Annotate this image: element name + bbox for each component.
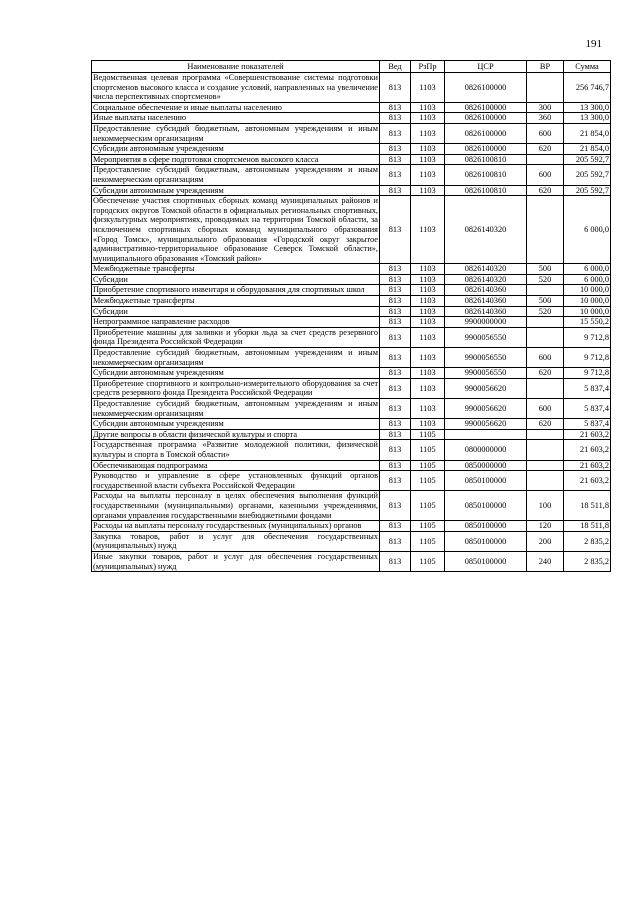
table-row xyxy=(92,285,611,296)
cell-csr: 9900056620 xyxy=(445,399,527,419)
table-row xyxy=(92,196,611,264)
cell-name: Другие вопросы в области физической культуры и спорта xyxy=(92,429,380,440)
cell-csr: 9900056550 xyxy=(445,327,527,347)
cell-vr xyxy=(527,317,564,328)
cell-csr: 0826100000 xyxy=(445,113,527,124)
cell-name: Обеспечение участия спортивных сборных команд муниципальных районов и городских округов Томской области в официальных региональных спортивных, физкультурных мероприятиях, проводимых на территории Томской области, за исключением спортивных сборных команд муниципального образования «Город Томск», муниципального образования «Городской округ закрытое административно-территориальное образование Северск Томской области», муниципального образования «Томский район» xyxy=(93,196,378,263)
cell-ved: 813 xyxy=(380,378,411,398)
cell-ved: 813 xyxy=(380,348,411,368)
cell-csr: 0826140360 xyxy=(445,306,527,317)
cell-rzpr: 1103 xyxy=(411,154,445,165)
cell-amount: 6 000,0 xyxy=(564,274,611,285)
cell-rzpr: 1105 xyxy=(411,551,445,571)
cell-ved: 813 xyxy=(380,113,411,124)
cell-rzpr: 1103 xyxy=(411,378,445,398)
table-row xyxy=(92,429,611,440)
cell-rzpr: 1105 xyxy=(411,471,445,491)
cell-amount: 10 000,0 xyxy=(564,296,611,307)
cell-name: Руководство и управление в сфере установленных функций органов государственной власти субъекта Российской Федерации xyxy=(93,471,378,490)
cell-csr: 9900056620 xyxy=(445,378,527,398)
cell-amount: 205 592,7 xyxy=(564,185,611,196)
cell-ved: 813 xyxy=(380,460,411,471)
page-number: 191 xyxy=(585,38,602,50)
cell-csr: 9900056550 xyxy=(445,368,527,379)
cell-rzpr: 1103 xyxy=(411,399,445,419)
table-row xyxy=(92,274,611,285)
cell-ved: 813 xyxy=(380,73,411,103)
cell-csr: 0850100000 xyxy=(445,531,527,551)
cell-name: Субсидии xyxy=(92,274,380,285)
table-row xyxy=(92,399,611,419)
table-row xyxy=(92,264,611,275)
cell-rzpr: 1103 xyxy=(411,306,445,317)
cell-csr xyxy=(445,429,527,440)
cell-vr xyxy=(527,440,564,460)
cell-name: Субсидии автономным учреждениям xyxy=(92,419,380,430)
cell-vr: 500 xyxy=(527,264,564,275)
table-row xyxy=(92,144,611,155)
table-row xyxy=(92,296,611,307)
header-ved: Вед xyxy=(380,61,411,73)
cell-ved: 813 xyxy=(380,471,411,491)
cell-csr: 0850000000 xyxy=(445,460,527,471)
cell-amount: 205 592,7 xyxy=(564,154,611,165)
cell-vr: 520 xyxy=(527,306,564,317)
cell-csr: 0850100000 xyxy=(445,471,527,491)
cell-vr xyxy=(527,327,564,347)
header-rzpr: РзПр xyxy=(411,61,445,73)
cell-ved: 813 xyxy=(380,196,411,264)
cell-vr xyxy=(527,285,564,296)
cell-csr: 0850100000 xyxy=(445,551,527,571)
cell-csr: 9900000000 xyxy=(445,317,527,328)
cell-amount: 21 603,2 xyxy=(564,440,611,460)
cell-csr: 0826140360 xyxy=(445,296,527,307)
table-row xyxy=(92,491,611,521)
cell-csr: 9900056620 xyxy=(445,419,527,430)
cell-name: Обеспечивающая подпрограмма xyxy=(92,460,380,471)
cell-name: Предоставление субсидий бюджетным, автономным учреждениям и иным некоммерческим организациям xyxy=(93,348,378,367)
cell-amount: 21 603,2 xyxy=(564,471,611,491)
cell-rzpr: 1103 xyxy=(411,196,445,264)
header-name: Наименование показателей xyxy=(92,61,380,73)
cell-amount: 205 592,7 xyxy=(564,165,611,185)
cell-amount: 9 712,8 xyxy=(564,368,611,379)
cell-amount: 13 300,0 xyxy=(564,102,611,113)
cell-csr: 0826100810 xyxy=(445,185,527,196)
cell-ved: 813 xyxy=(380,521,411,532)
cell-rzpr: 1103 xyxy=(411,185,445,196)
cell-name: Приобретение спортивного инвентаря и оборудования для спортивных школ xyxy=(92,285,380,296)
cell-rzpr: 1103 xyxy=(411,419,445,430)
table-row xyxy=(92,368,611,379)
cell-ved: 813 xyxy=(380,144,411,155)
table-row xyxy=(92,102,611,113)
cell-vr xyxy=(527,460,564,471)
cell-rzpr: 1103 xyxy=(411,102,445,113)
table-body xyxy=(92,73,611,572)
cell-name: Приобретение машины для заливки и уборки льда за счет средств резервного фонда Президента Российской Федерации xyxy=(93,327,378,347)
cell-vr: 620 xyxy=(527,368,564,379)
table-row xyxy=(92,551,611,571)
cell-ved: 813 xyxy=(380,185,411,196)
cell-ved: 813 xyxy=(380,399,411,419)
cell-rzpr: 1103 xyxy=(411,327,445,347)
cell-vr: 600 xyxy=(527,165,564,185)
cell-amount: 13 300,0 xyxy=(564,113,611,124)
cell-rzpr: 1105 xyxy=(411,460,445,471)
table-row xyxy=(92,154,611,165)
table-row xyxy=(92,348,611,368)
cell-name: Ведомственная целевая программа «Совершенствование системы подготовки спортсменов высокого класса и создание условий, направленных на увеличение числа перспективных спортсменов» xyxy=(93,73,378,102)
cell-rzpr: 1103 xyxy=(411,317,445,328)
cell-name: Межбюджетные трансферты xyxy=(92,296,380,307)
cell-csr: 0826100000 xyxy=(445,123,527,143)
cell-vr: 620 xyxy=(527,419,564,430)
cell-rzpr: 1105 xyxy=(411,491,445,521)
cell-vr: 100 xyxy=(527,491,564,521)
cell-csr: 0826140320 xyxy=(445,264,527,275)
cell-ved: 813 xyxy=(380,274,411,285)
budget-table xyxy=(91,60,611,572)
cell-name: Субсидии автономным учреждениям xyxy=(92,185,380,196)
cell-amount: 5 837,4 xyxy=(564,419,611,430)
cell-amount: 6 000,0 xyxy=(564,196,611,264)
cell-rzpr: 1103 xyxy=(411,113,445,124)
cell-amount: 10 000,0 xyxy=(564,285,611,296)
cell-amount: 9 712,8 xyxy=(564,327,611,347)
cell-csr: 9900056550 xyxy=(445,348,527,368)
cell-ved: 813 xyxy=(380,551,411,571)
cell-rzpr: 1103 xyxy=(411,123,445,143)
cell-name: Субсидии автономным учреждениям xyxy=(92,368,380,379)
cell-csr: 0826140320 xyxy=(445,196,527,264)
cell-rzpr: 1103 xyxy=(411,264,445,275)
table-row xyxy=(92,419,611,430)
cell-name: Субсидии автономным учреждениям xyxy=(92,144,380,155)
cell-amount: 10 000,0 xyxy=(564,306,611,317)
table-row xyxy=(92,185,611,196)
cell-vr: 200 xyxy=(527,531,564,551)
cell-ved: 813 xyxy=(380,306,411,317)
cell-csr: 0826100000 xyxy=(445,102,527,113)
cell-amount: 21 854,0 xyxy=(564,123,611,143)
cell-vr: 500 xyxy=(527,296,564,307)
cell-name: Предоставление субсидий бюджетным, автономным учреждениям и иным некоммерческим организациям xyxy=(93,165,378,184)
cell-ved: 813 xyxy=(380,317,411,328)
cell-name: Субсидии xyxy=(92,306,380,317)
cell-name: Иные выплаты населению xyxy=(92,113,380,124)
table-row xyxy=(92,521,611,532)
cell-csr: 0826140320 xyxy=(445,274,527,285)
cell-rzpr: 1103 xyxy=(411,348,445,368)
cell-ved: 813 xyxy=(380,419,411,430)
table-row xyxy=(92,531,611,551)
cell-vr: 300 xyxy=(527,102,564,113)
cell-csr: 0826140360 xyxy=(445,285,527,296)
cell-name: Предоставление субсидий бюджетным, автономным учреждениям и иным некоммерческим организациям xyxy=(93,399,378,418)
cell-vr xyxy=(527,73,564,103)
cell-vr: 360 xyxy=(527,113,564,124)
cell-csr: 0850100000 xyxy=(445,491,527,521)
cell-amount: 5 837,4 xyxy=(564,399,611,419)
cell-amount: 21 603,2 xyxy=(564,460,611,471)
cell-name: Мероприятия в сфере подготовки спортсменов высокого класса xyxy=(92,154,380,165)
cell-vr: 620 xyxy=(527,144,564,155)
cell-csr: 0826100000 xyxy=(445,144,527,155)
cell-amount: 9 712,8 xyxy=(564,348,611,368)
cell-ved: 813 xyxy=(380,296,411,307)
cell-rzpr: 1103 xyxy=(411,73,445,103)
cell-name: Государственная программа «Развитие молодежной политики, физической культуры и спорта в Томской области» xyxy=(93,440,378,459)
cell-rzpr: 1103 xyxy=(411,296,445,307)
table-row xyxy=(92,113,611,124)
table-row xyxy=(92,306,611,317)
cell-vr xyxy=(527,196,564,264)
cell-csr: 0800000000 xyxy=(445,440,527,460)
cell-vr: 600 xyxy=(527,348,564,368)
cell-name: Закупка товаров, работ и услуг для обеспечения государственных (муниципальных) нужд xyxy=(93,531,378,551)
cell-amount: 21 603,2 xyxy=(564,429,611,440)
cell-ved: 813 xyxy=(380,264,411,275)
cell-amount: 2 835,2 xyxy=(564,551,611,571)
cell-amount: 256 746,7 xyxy=(564,73,611,103)
cell-name: Расходы на выплаты персоналу в целях обеспечения выполнения функций государственными (муниципальными) органами, казенными учреждениями, органами управления государственными внебюджетными фондами xyxy=(93,491,378,520)
cell-ved: 813 xyxy=(380,123,411,143)
header-vr: ВР xyxy=(527,61,564,73)
cell-ved: 813 xyxy=(380,285,411,296)
cell-vr: 620 xyxy=(527,185,564,196)
cell-csr: 0826100810 xyxy=(445,154,527,165)
cell-name: Социальное обеспечение и иные выплаты населению xyxy=(92,102,380,113)
cell-name: Непрограммное направление расходов xyxy=(92,317,380,328)
cell-rzpr: 1103 xyxy=(411,274,445,285)
cell-name: Межбюджетные трансферты xyxy=(92,264,380,275)
table-row xyxy=(92,165,611,185)
table-header-row xyxy=(92,61,611,73)
cell-rzpr: 1105 xyxy=(411,429,445,440)
cell-ved: 813 xyxy=(380,368,411,379)
cell-csr: 0826100000 xyxy=(445,73,527,103)
cell-vr xyxy=(527,378,564,398)
cell-vr: 240 xyxy=(527,551,564,571)
table-row xyxy=(92,317,611,328)
cell-csr: 0826100810 xyxy=(445,165,527,185)
cell-amount: 21 854,0 xyxy=(564,144,611,155)
cell-amount: 5 837,4 xyxy=(564,378,611,398)
header-amount: Сумма xyxy=(564,61,611,73)
cell-vr xyxy=(527,154,564,165)
cell-rzpr: 1105 xyxy=(411,531,445,551)
table-row xyxy=(92,327,611,347)
cell-amount: 6 000,0 xyxy=(564,264,611,275)
cell-csr: 0850100000 xyxy=(445,521,527,532)
cell-name: Предоставление субсидий бюджетным, автономным учреждениям и иным некоммерческим организациям xyxy=(93,123,378,143)
table-row xyxy=(92,460,611,471)
cell-ved: 813 xyxy=(380,440,411,460)
cell-amount: 15 550,2 xyxy=(564,317,611,328)
table-row xyxy=(92,440,611,460)
cell-amount: 18 511,8 xyxy=(564,491,611,521)
cell-ved: 813 xyxy=(380,154,411,165)
cell-ved: 813 xyxy=(380,102,411,113)
cell-rzpr: 1103 xyxy=(411,368,445,379)
cell-rzpr: 1103 xyxy=(411,144,445,155)
cell-vr xyxy=(527,429,564,440)
cell-vr xyxy=(527,471,564,491)
cell-ved: 813 xyxy=(380,165,411,185)
cell-name: Приобретение спортивного и контрольно-измерительного оборудования за счет средств резервного фонда Президента Российской Федерации xyxy=(93,378,378,398)
cell-rzpr: 1105 xyxy=(411,440,445,460)
cell-amount: 2 835,2 xyxy=(564,531,611,551)
header-csr: ЦСР xyxy=(445,61,527,73)
cell-name: Иные закупки товаров, работ и услуг для обеспечения государственных (муниципальных) нужд xyxy=(93,551,378,571)
cell-rzpr: 1103 xyxy=(411,285,445,296)
cell-ved: 813 xyxy=(380,531,411,551)
cell-vr: 520 xyxy=(527,274,564,285)
cell-vr: 600 xyxy=(527,123,564,143)
cell-ved: 813 xyxy=(380,327,411,347)
cell-amount: 18 511,8 xyxy=(564,521,611,532)
table-row xyxy=(92,73,611,103)
cell-rzpr: 1103 xyxy=(411,165,445,185)
cell-vr: 600 xyxy=(527,399,564,419)
cell-name: Расходы на выплаты персоналу государственных (муниципальных) органов xyxy=(92,521,380,532)
table-row xyxy=(92,123,611,143)
table-row xyxy=(92,378,611,398)
cell-vr: 120 xyxy=(527,521,564,532)
table-row xyxy=(92,471,611,491)
cell-ved: 813 xyxy=(380,429,411,440)
cell-rzpr: 1105 xyxy=(411,521,445,532)
cell-ved: 813 xyxy=(380,491,411,521)
